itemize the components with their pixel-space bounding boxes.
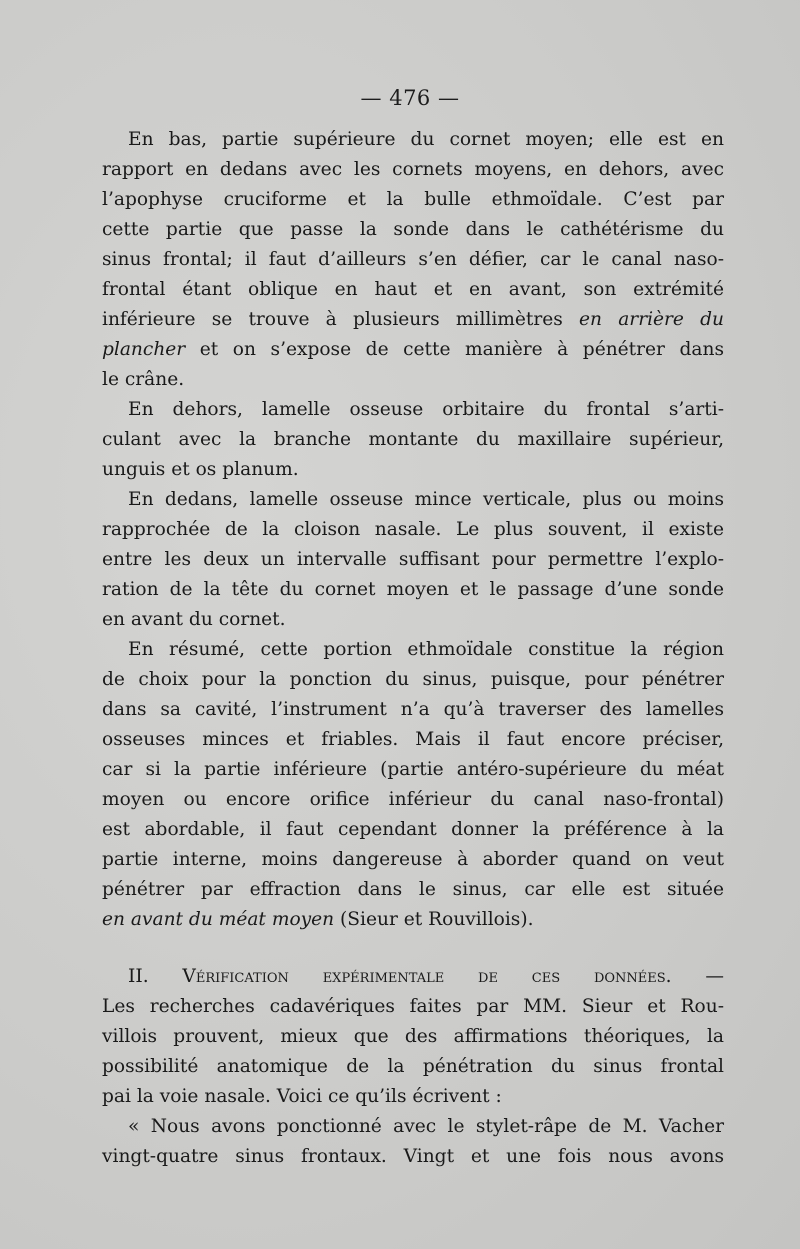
text-line [102, 335, 724, 365]
section-verification-text [102, 962, 724, 1172]
text-line [102, 185, 724, 215]
smallcaps-heading: Vérification expérimentale de ces données. [182, 966, 672, 987]
text-segment: « Nous avons ponctionné avec le stylet-râpe de M. Vacher [128, 1116, 724, 1137]
text-segment: inférieure se trouve à plusieurs millimètres [102, 309, 580, 330]
text-segment: moyen ou encore orifice inférieur du canal naso-frontal) [102, 789, 724, 810]
paragraph [102, 485, 724, 635]
text-segment: osseuses minces et friables. Mais il faut encore préciser, [102, 729, 724, 750]
text-segment: car si la partie inférieure (partie antéro-supérieure du méat [102, 759, 724, 780]
italic-text: en avant du méat moyen [102, 909, 335, 930]
text-line [102, 155, 724, 185]
text-line [102, 215, 724, 245]
text-line [102, 125, 724, 155]
text-segment: pai la voie nasale. Voici ce qu’ils écrivent : [102, 1086, 502, 1107]
text-line [102, 725, 724, 755]
text-segment: entre les deux un intervalle suffisant pour permettre l’explo- [102, 549, 724, 570]
text-segment: II. [128, 966, 183, 987]
text-line [102, 485, 724, 515]
text-segment: est abordable, il faut cependant donner la préférence à la [102, 819, 724, 840]
italic-text: en arrière du [579, 309, 724, 330]
paragraph [102, 962, 724, 1112]
text-line [102, 515, 724, 545]
text-line [102, 845, 724, 875]
text-segment: Les recherches cadavériques faites par MM. Sieur et Rou- [102, 996, 724, 1017]
text-segment: cette partie que passe la sonde dans le cathétérisme du [102, 219, 724, 240]
text-segment: en avant du cornet. [102, 609, 286, 630]
text-segment: partie interne, moins dangereuse à aborder quand on veut [102, 849, 724, 870]
paragraph [102, 395, 724, 485]
text-line [102, 635, 724, 665]
text-line [102, 365, 724, 395]
text-segment: l’apophyse cruciforme et la bulle ethmoïdale. C’est par [102, 189, 724, 210]
text-line [102, 455, 724, 485]
text-segment: villois prouvent, mieux que des affirmations théoriques, la [102, 1026, 724, 1047]
text-line [102, 815, 724, 845]
text-segment: rapprochée de la cloison nasale. Le plus souvent, il existe [102, 519, 724, 540]
text-segment: possibilité anatomique de la pénétration du sinus frontal [102, 1056, 724, 1077]
text-line [102, 575, 724, 605]
text-line [102, 695, 724, 725]
text-line [102, 305, 724, 335]
text-segment: et on s’expose de cette manière à pénétrer dans [185, 339, 724, 360]
text-segment: le crâne. [102, 369, 185, 390]
text-line [102, 275, 724, 305]
text-line [102, 425, 724, 455]
paragraph [102, 1112, 724, 1172]
section-anatomy-text [102, 125, 724, 935]
text-segment: En bas, partie supérieure du cornet moyen; elle est en [128, 129, 724, 150]
text-line [102, 875, 724, 905]
text-line [102, 1082, 724, 1112]
text-line [102, 245, 724, 275]
text-line [102, 665, 724, 695]
text-segment: En dedans, lamelle osseuse mince verticale, plus ou moins [128, 489, 724, 510]
text-line [102, 1112, 724, 1142]
text-segment: unguis et os planum. [102, 459, 299, 480]
text-segment: ration de la tête du cornet moyen et le passage d’une sonde [102, 579, 724, 600]
text-segment: dans sa cavité, l’instrument n’a qu’à traverser des lamelles [102, 699, 724, 720]
text-segment: En résumé, cette portion ethmoïdale constitue la région [128, 639, 724, 660]
paragraph [102, 635, 724, 935]
text-line [102, 605, 724, 635]
text-line [102, 395, 724, 425]
text-line [102, 992, 724, 1022]
text-line [102, 905, 724, 935]
text-segment: — [671, 966, 724, 987]
text-segment: (Sieur et Rouvillois). [334, 909, 534, 930]
text-line [102, 785, 724, 815]
text-line [102, 1052, 724, 1082]
paragraph [102, 125, 724, 395]
text-line [102, 962, 724, 992]
text-segment: pénétrer par effraction dans le sinus, car elle est située [102, 879, 724, 900]
text-line [102, 755, 724, 785]
text-segment: vingt-quatre sinus frontaux. Vingt et une fois nous avons [102, 1146, 724, 1167]
text-segment: sinus frontal; il faut d’ailleurs s’en défier, car le canal naso- [102, 249, 724, 270]
italic-text: plancher [102, 339, 186, 360]
page-number: — 476 — [360, 86, 460, 110]
text-segment: frontal étant oblique en haut et en avant, son extrémité [102, 279, 724, 300]
text-segment: de choix pour la ponction du sinus, puisque, pour pénétrer [102, 669, 724, 690]
text-segment: rapport en dedans avec les cornets moyens, en dehors, avec [102, 159, 724, 180]
text-segment: culant avec la branche montante du maxillaire supérieur, [102, 429, 724, 450]
text-line [102, 1022, 724, 1052]
text-segment: En dehors, lamelle osseuse orbitaire du frontal s’arti- [128, 399, 724, 420]
text-line [102, 545, 724, 575]
text-line [102, 1142, 724, 1172]
